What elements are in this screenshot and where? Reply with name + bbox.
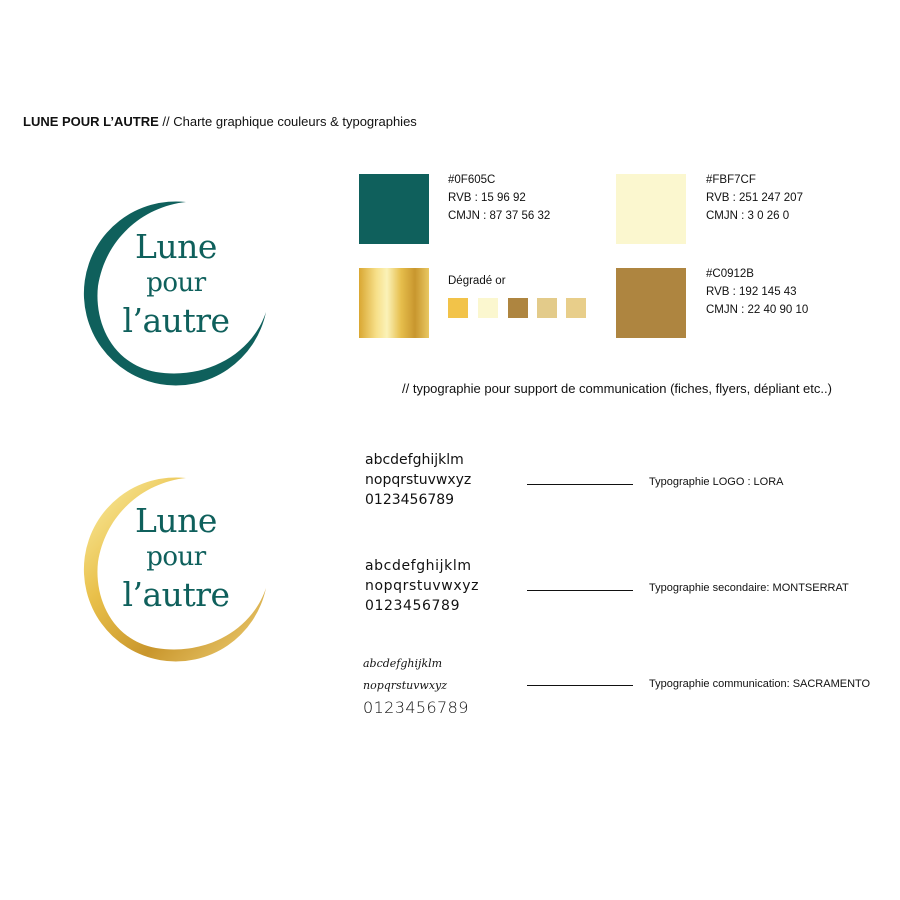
swatch-cream xyxy=(616,174,686,244)
font-sample-sacramento xyxy=(363,653,469,719)
page-subtitle: // Charte graphique couleurs & typographies xyxy=(162,114,417,129)
sample-line-2: nopqrstuvwxyz xyxy=(363,679,448,692)
swatch-green-hex: #0F605C xyxy=(448,174,496,186)
logo-line-1: Lune xyxy=(135,501,217,540)
swatch-cream-info xyxy=(706,171,803,225)
font-label-montserrat: Typographie secondaire: MONTSERRAT xyxy=(649,582,849,594)
swatch-gold-rvb: RVB : 192 145 43 xyxy=(706,286,797,298)
swatch-gold-hex: #C0912B xyxy=(706,268,754,280)
font-sample-lora xyxy=(365,450,471,510)
typography-heading: // typographie pour support de communication (fiches, flyers, dépliant etc..) xyxy=(402,381,832,396)
connector-line xyxy=(527,685,633,686)
swatch-gold-info xyxy=(706,265,808,319)
gradient-stop-3 xyxy=(508,298,528,318)
gradient-stop-1 xyxy=(448,298,468,318)
logo-line-2: pour xyxy=(146,542,206,572)
swatch-green xyxy=(359,174,429,244)
gradient-stop-2 xyxy=(478,298,498,318)
swatch-cream-rvb: RVB : 251 247 207 xyxy=(706,192,803,204)
logo-line-2: pour xyxy=(146,268,206,298)
sample-line-3: 0123456789 xyxy=(365,598,461,614)
gradient-stop-5 xyxy=(566,298,586,318)
sample-line-2: nopqrstuvwxyz xyxy=(365,578,480,594)
swatch-green-rvb: RVB : 15 96 92 xyxy=(448,192,526,204)
logo-gold xyxy=(76,470,276,670)
font-sample-montserrat xyxy=(365,556,479,616)
logo-line-1: Lune xyxy=(135,227,217,266)
swatch-gold-cmjn: CMJN : 22 40 90 10 xyxy=(706,304,809,316)
logo-green xyxy=(76,194,276,394)
sample-line-1: abcdefghijklm xyxy=(365,558,472,574)
swatch-cream-hex: #FBF7CF xyxy=(706,174,756,186)
gradient-label: Dégradé or xyxy=(448,275,506,287)
swatch-green-cmjn: CMJN : 87 37 56 32 xyxy=(448,210,551,222)
logo-line-3: l’autre xyxy=(122,301,230,340)
sample-line-3: 0123456789 xyxy=(363,698,469,717)
sample-line-1: abcdefghijklm xyxy=(365,452,464,468)
swatch-green-info xyxy=(448,171,550,225)
page-title xyxy=(23,114,417,129)
font-label-sacramento: Typographie communication: SACRAMENTO xyxy=(649,678,871,690)
sample-line-1: abcdefghijklm xyxy=(363,657,443,670)
connector-line xyxy=(527,484,633,485)
logo-line-3: l’autre xyxy=(122,575,230,614)
sample-line-2: nopqrstuvwxyz xyxy=(365,472,472,488)
swatch-gold-gradient xyxy=(359,268,429,338)
swatch-cream-cmjn: CMJN : 3 0 26 0 xyxy=(706,210,790,222)
swatch-gold xyxy=(616,268,686,338)
brand-name: LUNE POUR L’AUTRE xyxy=(23,114,159,129)
font-label-lora: Typographie LOGO : LORA xyxy=(649,476,784,488)
gradient-stop-4 xyxy=(537,298,557,318)
connector-line xyxy=(527,590,633,591)
sample-line-3: 0123456789 xyxy=(365,492,455,508)
